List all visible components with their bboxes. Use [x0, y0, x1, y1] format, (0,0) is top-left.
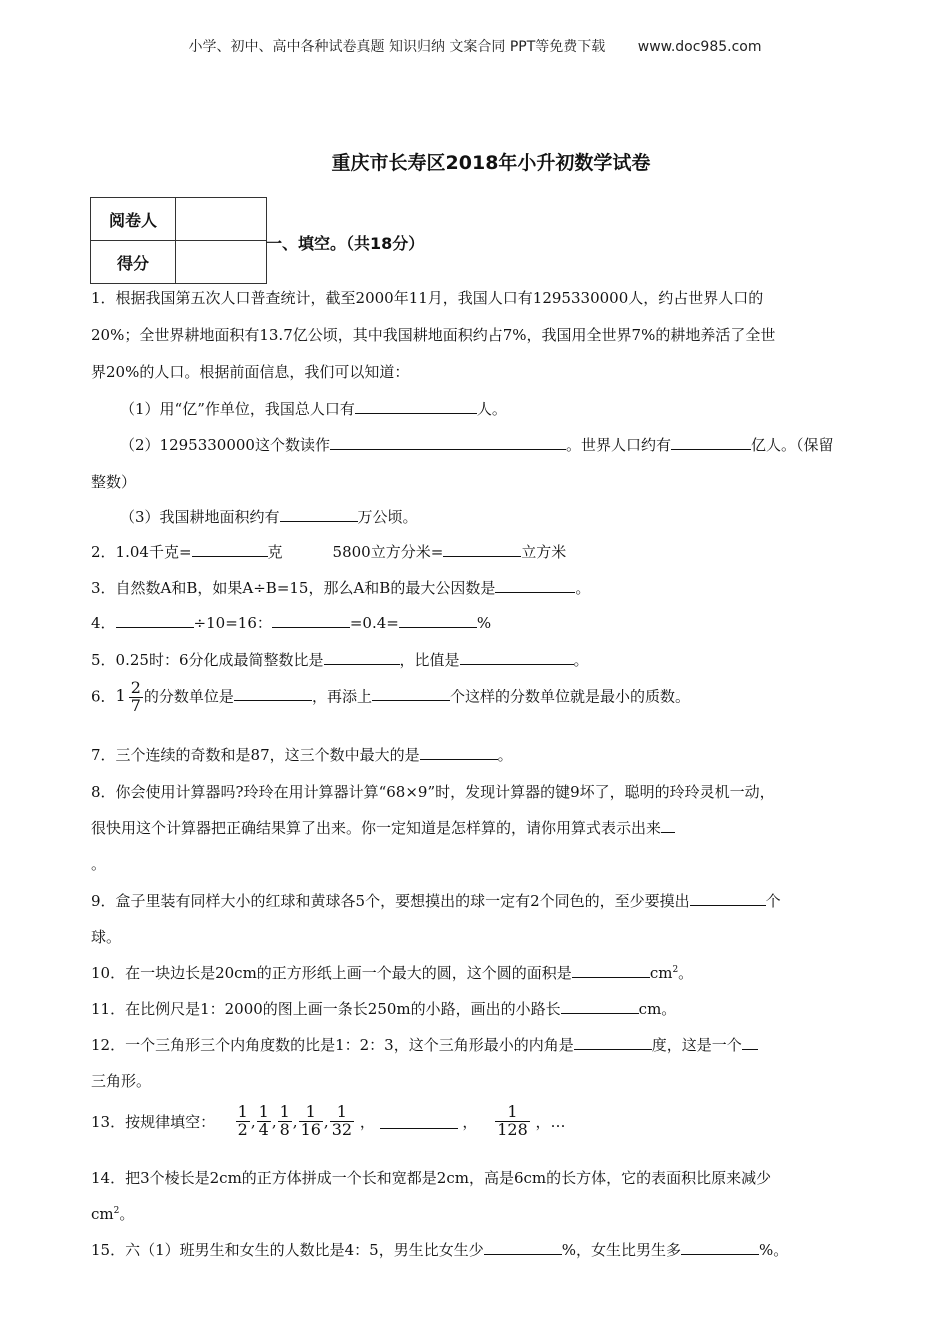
- q7-end: 。: [497, 746, 513, 764]
- q13: [91, 1104, 566, 1139]
- answer-blank[interactable]: [690, 891, 766, 906]
- answer-blank[interactable]: [420, 745, 498, 760]
- q14-end: 。: [119, 1205, 135, 1223]
- answer-blank[interactable]: [192, 542, 268, 557]
- q4-text1: ÷10=16：: [193, 614, 272, 632]
- q8-line1: 8．你会使用计算器吗?玲玲在用计算器计算“68×9”时，发现计算器的键9坏了，聪明的玲玲灵机一动，: [91, 783, 775, 801]
- q14-exponent: 2: [113, 1206, 120, 1216]
- q7-text: 7．三个连续的奇数和是87，这三个数中最大的是: [91, 746, 420, 764]
- q9-text: 9．盒子里装有同样大小的红球和黄球各5个，要想摸出的球一定有2个同色的，至少要摸出: [91, 892, 690, 910]
- q2-unit2: 立方米: [521, 543, 567, 561]
- section-heading: 一、填空。（共18分）: [266, 234, 425, 253]
- answer-blank[interactable]: [324, 650, 400, 665]
- answer-blank[interactable]: [561, 999, 639, 1014]
- q2-text2: 5800立方分米=: [332, 543, 444, 561]
- q1-line2: 20%；全世界耕地面积有13.7亿公顷，其中我国耕地面积约占7%，我国用全世界7%的耕地养活了全世: [91, 326, 776, 344]
- q6-text2: ，再添上: [311, 687, 372, 706]
- fraction-denominator: 32: [331, 1119, 353, 1139]
- q12-line2: 三角形。: [91, 1072, 152, 1090]
- answer-blank[interactable]: [484, 1240, 562, 1255]
- answer-blank[interactable]: [330, 435, 566, 450]
- q4-end: %: [476, 614, 492, 632]
- page-header: [0, 36, 950, 56]
- q14-unit: cm: [91, 1205, 114, 1223]
- q11: [91, 998, 676, 1019]
- q5: [91, 649, 589, 670]
- q10-exponent: 2: [672, 965, 679, 975]
- sequence-fraction: [495, 1104, 530, 1139]
- sequence-fraction: [257, 1104, 271, 1139]
- sequence-fraction: [299, 1104, 323, 1139]
- header-banner: 小学、初中、高中各种试卷真题 知识归纳 文案合同 PPT等免费下载: [188, 39, 606, 55]
- q1-sub2-mid: 。世界人口约有: [565, 436, 671, 454]
- q9: [91, 890, 781, 911]
- q1-sub2-cont: 整数）: [91, 473, 137, 491]
- fraction-numerator: 1: [299, 1104, 323, 1122]
- sequence-fraction: [278, 1104, 292, 1139]
- fraction-separator: ,: [271, 1112, 277, 1131]
- score-table: [90, 197, 267, 284]
- q1-sub1-text: （1）用“亿”作单位，我国总人口有: [120, 400, 355, 418]
- q1-sub3: [120, 506, 418, 527]
- answer-blank[interactable]: [460, 650, 574, 665]
- q15-end: %。: [759, 1241, 789, 1259]
- answer-blank[interactable]: [355, 399, 477, 414]
- q10-unit: cm: [649, 964, 673, 982]
- q5-end: 。: [573, 651, 589, 669]
- q15: [91, 1239, 788, 1260]
- q1-sub2-end: 亿人。（保留: [751, 436, 834, 454]
- q5-text: 5．0.25时：6分化成最简整数比是: [91, 651, 324, 669]
- sequence-fraction: [236, 1104, 250, 1139]
- q8-text: 很快用这个计算器把正确结果算了出来。你一定知道是怎样算的，请你用算式表示出来: [91, 819, 662, 837]
- fraction-separator: ,: [250, 1112, 256, 1131]
- q13-ellipsis: ，…: [535, 1112, 566, 1131]
- answer-blank[interactable]: [574, 1035, 652, 1050]
- sequence-fraction: [330, 1104, 354, 1139]
- q6: [91, 680, 690, 715]
- answer-blank[interactable]: [661, 818, 675, 833]
- q3-text: 3．自然数A和B，如果A÷B=15，那么A和B的最大公因数是: [91, 579, 496, 597]
- answer-blank[interactable]: [399, 613, 477, 628]
- q10-end: 。: [678, 964, 694, 982]
- answer-blank[interactable]: [234, 686, 312, 701]
- fraction-separator: ,: [323, 1112, 329, 1131]
- q7: [91, 744, 513, 765]
- fraction-denominator: 8: [279, 1119, 290, 1139]
- fraction-denominator: 7: [130, 695, 141, 715]
- q2: [91, 541, 566, 562]
- q1-sub3-text: （3）我国耕地面积约有: [120, 508, 280, 526]
- page-title: 重庆市长寿区2018年小升初数学试卷: [331, 152, 651, 174]
- q4: [91, 612, 491, 633]
- q4-text2: =0.4=: [349, 614, 399, 632]
- header-url[interactable]: www.doc985.com: [637, 39, 762, 55]
- fraction-numerator: 1: [495, 1104, 530, 1122]
- q6-text: 的分数单位是: [143, 687, 234, 706]
- q12: [91, 1034, 758, 1055]
- q3: [91, 577, 590, 598]
- q14-line1: 14．把3个棱长是2cm的正方体拼成一个长和宽都是2cm，高是6cm的长方体，它的表面积比原来减少: [91, 1169, 772, 1187]
- q6-text3: 个这样的分数单位就是最小的质数。: [449, 687, 690, 706]
- q5-text2: ，比值是: [399, 651, 460, 669]
- q8-line2: [91, 817, 675, 838]
- fraction-numerator: 1: [279, 1102, 290, 1121]
- q1-sub3-unit: 万公顷。: [357, 508, 418, 526]
- q1-line1: 1．根据我国第五次人口普查统计，截至2000年11月，我国人口有1295330000人，约占世界人口的: [91, 289, 764, 307]
- reviewer-label: 阅卷人: [91, 198, 176, 241]
- q10: [91, 962, 693, 983]
- answer-blank[interactable]: [443, 542, 521, 557]
- q6-whole: 1: [115, 686, 126, 706]
- answer-blank[interactable]: [380, 1114, 458, 1129]
- q2-unit1: 克: [267, 543, 283, 561]
- answer-blank[interactable]: [681, 1240, 759, 1255]
- mixed-fraction: [129, 680, 143, 715]
- fraction-denominator: 128: [497, 1119, 528, 1139]
- q9-unit: 个: [765, 892, 781, 910]
- answer-blank[interactable]: [495, 578, 575, 593]
- q14-line2: [91, 1203, 134, 1224]
- fraction-numerator: 1: [258, 1102, 269, 1121]
- score-label: 得分: [91, 241, 176, 284]
- answer-blank[interactable]: [272, 613, 350, 628]
- q1-sub2: [120, 434, 834, 455]
- q13-comma: ，: [462, 1112, 478, 1131]
- q11-unit: cm。: [638, 1000, 677, 1018]
- fraction-numerator: 2: [130, 678, 141, 697]
- q2-text: 2．1.04千克=: [91, 543, 192, 561]
- fraction-separator: ,: [292, 1112, 298, 1131]
- fraction-denominator: 2: [237, 1119, 248, 1139]
- answer-blank[interactable]: [671, 435, 751, 450]
- q15-text2: %，女生比男生多: [561, 1241, 681, 1259]
- q6-num: 6．: [91, 687, 116, 706]
- reviewer-field[interactable]: [176, 198, 267, 241]
- q1-sub1-unit: 人。: [476, 400, 507, 418]
- q13-text: 13．按规律填空：: [91, 1112, 216, 1131]
- fraction-denominator: 4: [258, 1119, 269, 1139]
- q3-end: 。: [575, 579, 591, 597]
- q12-text: 12．一个三角形三个内角度数的比是1：2：3，这个三角形最小的内角是: [91, 1036, 574, 1054]
- q13-comma: ，: [359, 1112, 375, 1131]
- score-field[interactable]: [176, 241, 267, 284]
- q15-text: 15．六（1）班男生和女生的人数比是4：5，男生比女生少: [91, 1241, 484, 1259]
- answer-blank[interactable]: [742, 1035, 758, 1050]
- q11-text: 11．在比例尺是1：2000的图上画一条长250m的小路，画出的小路长: [91, 1000, 561, 1018]
- q12-text2: 度，这是一个: [651, 1036, 742, 1054]
- fraction-numerator: 1: [237, 1102, 248, 1121]
- fraction-numerator: 1: [330, 1104, 354, 1122]
- answer-blank[interactable]: [280, 507, 358, 522]
- q4-num: 4．: [91, 614, 116, 632]
- answer-blank[interactable]: [372, 686, 450, 701]
- q1-sub1: [120, 398, 507, 419]
- answer-blank[interactable]: [116, 613, 194, 628]
- q10-text: 10．在一块边长是20cm的正方形纸上画一个最大的圆，这个圆的面积是: [91, 964, 572, 982]
- q1-sub2-text: （2）1295330000这个数读作: [120, 436, 330, 454]
- q8-line3: 。: [91, 855, 107, 873]
- q1-line3: 界20%的人口。根据前面信息，我们可以知道：: [91, 363, 410, 381]
- fraction-denominator: 16: [300, 1119, 321, 1139]
- q9-line2: 球。: [91, 928, 122, 946]
- answer-blank[interactable]: [572, 963, 650, 978]
